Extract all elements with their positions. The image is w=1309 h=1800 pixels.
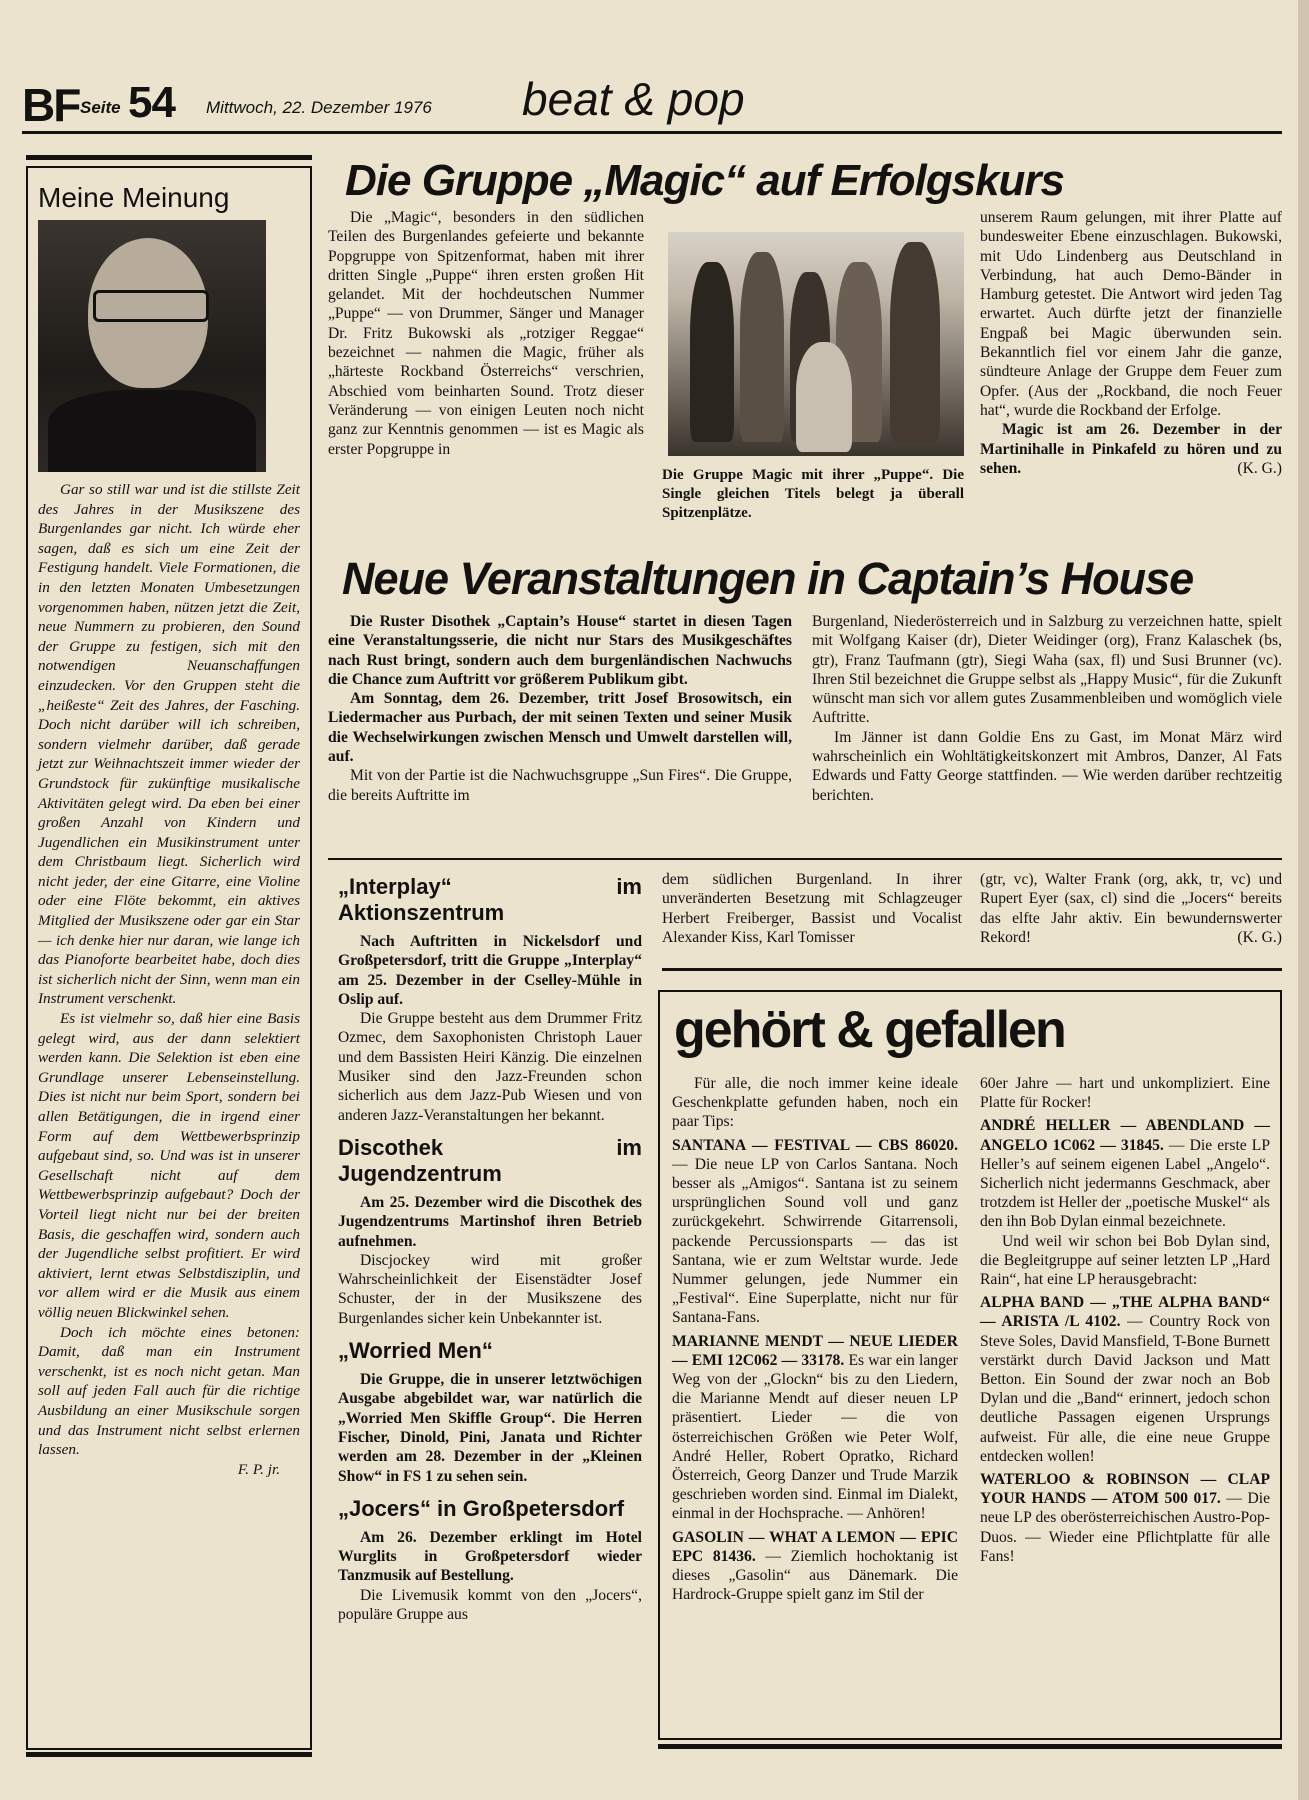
review-headline: gehört & gefallen xyxy=(674,1001,1065,1059)
review-text: Es war ein langer Weg von der „Glockn“ bis zu den Liedern, die Marianne Mendt auf dieser neuen LP präsentiert. Lieder — die von österreichischen Größen wie Peter Wolf, André Heller, Robert Opratko, Richard Österreich, Georg Danzer und Trude Marzik geschrieben worden sind. Einmal im Dialekt, einmal in der Hochsprache. — Anhören! xyxy=(672,1351,958,1523)
page-number: 54 xyxy=(128,78,175,127)
review-intro: Für alle, die noch immer keine ideale Geschenkplatte gefunden haben, noch ein paar Tips: xyxy=(672,1075,958,1131)
opinion-paragraph: Es ist vielmehr so, daß hier eine Basis gelegt wird, aus der dann selektiert werden kann. Die Selektion ist eben eine Grundlage unserer Lebenseinstellung. Dies ist nicht nur beim Sport, sondern bei allen Betätigungen, die in irgend einer Form auf dem Wettbewerbsprinzip aufgebaut sind, so. Und was ist in unserer Gesellschaft nicht auf dem Wettbewerbsprinzip aufgebaut? Doch der Vorteil liegt nicht nur bei der breiten Basis, die geschaffen wird, sondern auch der Jugendliche selbst profitiert. Er wird aktiviert, lernt etwas Selbstdisziplin, und vor allem wird er die Musik aus einem völlig neuen Blickwinkel sehen. xyxy=(38,1010,300,1321)
author-body xyxy=(48,390,256,472)
review-item: ANDRÉ HELLER — ABENDLAND — ANGELO 1C062 — 31845. — Die erste LP Heller’s auf seinem eigenen Label „Angelo“. Sicherlich nicht jedermanns Geschmack, aber trotzdem ist Heller der „poetische Muskel“ als den ihn Bob Dylan einmal bezeichnete. xyxy=(980,1117,1270,1231)
discothek-headline: Discothek im Jugendzentrum xyxy=(338,1134,642,1186)
magic-col3 xyxy=(980,208,1282,478)
review-col1 xyxy=(672,1074,958,1604)
magic-col1 xyxy=(328,208,644,459)
review-text: Und weil wir schon bei Bob Dylan sind, die Begleitgruppe auf seiner letzten LP „Hard Rain“, hat eine LP herausgebracht: xyxy=(980,1232,1270,1289)
magic-headline: Die Gruppe „Magic“ auf Erfolgskurs xyxy=(345,156,1065,205)
interplay-headline: „Interplay“ im Aktionszentrum xyxy=(338,874,642,925)
captain-lead: Die Ruster Disothek „Captain’s House“ startet in diesen Tagen eine Veranstaltungsserie, die nicht nur Stars des Musikgeschäftes nach Rust bringt, sondern auch dem burgenländischen Nachwuchs die Chance zum Auftritt vor größerem Publikum gibt. xyxy=(328,613,792,688)
review-item xyxy=(980,1232,1270,1290)
review-item xyxy=(672,1332,958,1524)
page-edge xyxy=(1298,0,1309,1800)
opinion-paragraph: Doch ich möchte eines betonen: Damit, daß man ein Instrument verschenkt, ist es noch nicht getan. Man soll auf jeden Fall auch für die richtige Ausbildung an einer Musikschule sorgen und das Instrument nicht selbst erlernen lassen. xyxy=(38,1323,300,1459)
masthead xyxy=(22,70,1282,130)
review-item: SANTANA — FESTIVAL — CBS 86020. — Die neue LP von Carlos Santana. Noch besser als „Amigos“. Santana ist zu seinem ursprünglichen Sound voll und ganz zurückgekehrt. Schwirrende Gitarrensoli, packende Percussionsparts — das ist Santana, wie er zum Weltstar wurde. Jede Nummer gelungen, jede Nummer ein „Festival“. Eine Superplatte, nicht nur für Santana-Fans. xyxy=(672,1136,958,1327)
opinion-paragraph: Gar so still war und ist die stillste Zeit des Jahres in der Musikszene des Burgenlandes gar nicht. Ich würde eher sagen, daß es sich um eine Zeit der Festigung handelt. Viele Formationen, die in den letzten Monaten Umbesetzungen vorgenommen haben, nützen jetzt die Zeit, neue Nummern zu probieren, den Sound der Gruppe zu festigen, sich mit den notwendigen Neuanschaffungen einzudecken. Vor den Gruppen steht die „heißeste“ Zeit des Jahres, der Fasching. Doch nicht darüber will ich schreiben, sondern vielmehr darüber, daß gerade jetzt zur Weihnachtszeit immer wieder der Grundstock für zukünftige musikalische Aktivitäten gelegt wird. Da eben bei einer großen Anzahl von Kindern und Jugendlichen ein Musikinstrument unter dem Christbaum liegt. Sicherlich wird nicht jeder, der eine Gitarre, eine Violine oder eine Flöte bekommt, ein aktives Mitglied der Musikszene oder gar ein Star — ich denke hier nur daran, wie lange ich das Pianoforte bearbeitet habe, doch dies ist sicherlich nicht der Sinn, wenn man ein Instrument verschenkt. xyxy=(38,481,300,1008)
jocers-cont-text: (gtr, vc), Walter Frank (org, akk, tr, vc) und Rupert Eyer (sax, cl) sind die „Jocers“ bereits das elfte Jahr aktiv. Ein bewundernswerter Rekord! xyxy=(980,871,1282,946)
captain-p3: Mit von der Partie ist die Nachwuchsgruppe „Sun Fires“. Die Gruppe, die bereits Auftritte im xyxy=(328,767,792,804)
review-text: Die erste LP Heller’s auf seinem eigenen Label „Angelo“. Sicherlich nicht jedermanns Geschmack, aber trotzdem ist Heller der „poetische Muskel“ als den ihn Bob Dylan einmal bezeichnete. xyxy=(980,1136,1270,1231)
review-item: ALPHA BAND — „THE ALPHA BAND“ — ARISTA /L 4102. — Country Rock von Steve Soles, David Mansfield, T-Bone Burnett verstärkt durch David Jackson und Matt Betton. Ein Sound der zwar noch an Bob Dylan und die „Band“ erinnert, jedoch schon deutliche Passagen eigenen Ursprungs aufweist. Für alle, die eine neue Gruppe entdecken wollen! xyxy=(980,1294,1271,1465)
review-text: Die neue LP von Carlos Santana. Noch besser als „Amigos“. Santana ist zu seinem ursprünglichen Sound voll und ganz zurückgekehrt. Schwirrende Gitarrensoli, packende Percussionsparts — das ist Santana, wie er zum Weltstar wurde. Jede Nummer gelungen, jede Nummer ein „Festival“. Eine Superplatte, nicht nur für Santana-Fans. xyxy=(672,1155,958,1327)
review-text: Die neue LP des oberösterreichischen Austro-Pop-Duos. — Wieder eine Pflichtplatte für alle Fans! xyxy=(980,1490,1271,1565)
magic-text: Die „Magic“, besonders in den südlichen Teilen des Burgenlandes gefeierte und bekannte Popgruppe von Spitzenformat, haben mit ihrer dritten Single „Puppe“ ihren ersten großen Hit gelandet. Mit der hochdeutschen Nummer „Puppe“ — von Drummer, Sänger und Manager Dr. Fritz Bukowski als „rotziger Reggae“ bezeichnet — nahmen die Magic, früher als „härteste Rockband Österreichs“ verschrien, Abschied vom beinharten Sound. Trotz dieser Veränderung — von einigen Leuten noch nicht ganz zur Kenntnis genommen — ist es Magic als erster Popgruppe in xyxy=(328,209,644,458)
review-text: Country Rock von Steve Soles, David Mansfield, T-Bone Burnett verstärkt durch David Jackson und Matt Betton. Ein Sound der zwar noch an Bob Dylan und die „Band“ erinnert, jedoch schon deutliche Passagen eigenen Ursprungs aufweist. Für alle, die eine neue Gruppe entdecken wollen! xyxy=(980,1313,1271,1465)
magic-band-photo xyxy=(668,232,964,456)
review-title: ALPHA BAND — „THE ALPHA BAND“ — ARISTA /L 4102. xyxy=(980,1294,1270,1331)
opinion-signature: F. P. jr. xyxy=(237,1460,280,1478)
captain-text: Im Jänner ist dann Goldie Ens zu Gast, im Monat März wird wahrscheinlich ein Wohltätigkeitskonzert mit Ambros, Danzer, Al Fats Edwards und Fatty George stattfinden. — Wie werden darüber rechtzeitig berichten. xyxy=(812,728,1282,804)
magic-caption: Die Gruppe Magic mit ihrer „Puppe“. Die Single gleichen Titels belegt ja überall Spitzenplätze. xyxy=(662,467,964,521)
review-text: 60er Jahre — hart und unkompliziert. Eine Platte für Rocker! xyxy=(980,1075,1270,1112)
magic-text: unserem Raum gelungen, mit ihrer Platte auf bundesweiter Ebene einzuschlagen. Bukowski, mit Udo Lindenberg aus Deutschland in Verbindung, hat auch Demo-Bänder in Hamburg getestet. Die Antwort wird jeden Tag erwartet. Auch dürfte jetzt der finanzielle Engpaß bei Magic überwunden sein. Bekanntlich fiel vor einem Jahr die ganze, sündteure Anlage der Gruppe dem Feuer zum Opfer. (Aus der „Rockband, die noch Feuer hat“, wurde die Rockband der Erfolge. xyxy=(980,209,1282,419)
author-photo xyxy=(38,220,266,472)
review-item: GASOLIN — WHAT A LEMON — EPIC EPC 81436. — Ziemlich hochoktanig ist dieses „Gasolin“ aus Dänemark. Die Hardrock-Gruppe spielt ganz im Stil der xyxy=(672,1528,959,1604)
magic-event: Magic ist am 26. Dezember in der Martinihalle in Pinkafeld zu hören und zu sehen. xyxy=(980,421,1282,477)
jocers-cont-signature: (K. G.) xyxy=(1237,929,1282,947)
review-title: GASOLIN — WHAT A LEMON — EPIC EPC 81436. xyxy=(672,1528,958,1565)
discothek-body: Discjockey wird mit großer Wahrscheinlichkeit der Eisenstädter Josef Schuster, der in der Musikszene des Burgenlandes sicher kein Unbekannter ist. xyxy=(338,1251,642,1327)
jocers-cont-text: dem südlichen Burgenland. In ihrer unveränderten Besetzung mit Schlagzeuger Herbert Freiberger, Bassist und Vocalist Alexander Kiss, Karl Tomisser xyxy=(662,871,962,946)
review-box xyxy=(658,990,1282,1740)
opinion-top-rule xyxy=(26,155,312,160)
author-glasses xyxy=(93,290,209,322)
jocers-cont-col2 xyxy=(662,870,962,947)
opinion-box xyxy=(26,166,312,1750)
band-member xyxy=(740,252,784,442)
review-title: WATERLOO & ROBINSON — CLAP YOUR HANDS — ATOM 500 017. xyxy=(980,1471,1270,1508)
review-text: Ziemlich hochoktanig ist dieses „Gasolin“ aus Dänemark. Die Hardrock-Gruppe spielt ganz im Stil der xyxy=(672,1547,959,1604)
interplay-body: Die Gruppe besteht aus dem Drummer Fritz Ozmec, dem Saxophonisten Christoph Lauer und dem Bassisten Heiri Känzig. Die einzelnen Musiker sind den Jazz-Freunden schon sicherlich aus dem Jazz-Pub Wiesen und von anderen Jazz-Veranstaltungen her bekannt. xyxy=(338,1010,642,1124)
band-member xyxy=(796,342,852,452)
band-member xyxy=(690,262,734,442)
worried-headline: „Worried Men“ xyxy=(338,1338,493,1364)
review-bottom-rule xyxy=(658,1744,1282,1749)
captain-text: Burgenland, Niederösterreich und in Salzburg zu verzeichnen hatte, spielt mit Wolfgang Kaiser (dr), Dieter Weidinger (org), Franz Kalaschek (bs, gtr), Franz Taufmann (gtr), Siegi Waha (sax, fl) und Susi Brunner (vc). Ihren Stil bezeichnet die Gruppe selbst als „Happy Music“, für die Zukunft wünscht man sich vor allem gutes Zusammenbleiben und womöglich viele Auftritte. xyxy=(812,613,1282,727)
jocers-body: Die Livemusik kommt von den „Jocers“, populäre Gruppe aus xyxy=(338,1586,642,1624)
jocers-headline: „Jocers“ in Großpetersdorf xyxy=(338,1495,625,1521)
interplay-article xyxy=(338,870,642,1624)
jocers-cont-col3 xyxy=(980,870,1282,947)
opinion-bottom-rule xyxy=(26,1752,312,1757)
opinion-title: Meine Meinung xyxy=(38,182,230,213)
review-col2 xyxy=(980,1074,1270,1566)
issue-date: Mittwoch, 22. Dezember 1976 xyxy=(206,98,432,117)
review-title: ANDRÉ HELLER — ABENDLAND — ANGELO 1C062 — 31845. xyxy=(980,1117,1270,1154)
page-label: Seite xyxy=(80,98,121,117)
magic-signature: (K. G.) xyxy=(1237,460,1282,478)
opinion-text xyxy=(38,480,300,1479)
jocers-lead: Am 26. Dezember erklingt im Hotel Wurglits in Großpetersdorf wieder Tanzmusik auf Bestellung. xyxy=(338,1528,642,1585)
captain-right xyxy=(812,612,1282,805)
paper-logo: BF xyxy=(22,79,80,131)
review-item: WATERLOO & ROBINSON — CLAP YOUR HANDS — ATOM 500 017. — Die neue LP des oberösterreichischen Austro-Pop-Duos. — Wieder eine Pflichtplatte für alle Fans! xyxy=(980,1471,1271,1565)
captain-left xyxy=(328,612,792,805)
band-member xyxy=(890,242,940,442)
captain-bottom-rule xyxy=(328,858,1282,860)
review-title: SANTANA — FESTIVAL — CBS 86020. xyxy=(672,1136,958,1154)
interplay-lead: Nach Auftritten in Nickelsdorf und Großpetersdorf, tritt die Gruppe „Interplay“ am 25. Dezember in der Cselley-Mühle in Oslip auf. xyxy=(338,933,642,1008)
captain-headline: Neue Veranstaltungen in Captain’s House xyxy=(342,553,1194,604)
discothek-lead: Am 25. Dezember wird die Discothek des Jugendzentrums Martinshof ihren Betrieb aufnehmen. xyxy=(338,1193,642,1250)
worried-lead: Die Gruppe, die in unserer letztwöchigen Ausgabe abgebildet war, war natürlich die „Worried Men Skiffle Group“. Die Herren Fischer, Dinold, Pini, Janata und Richter werden am 28. Dezember in der „Kleinen Show“ in FS 1 zu sehen sein. xyxy=(338,1371,642,1485)
jocers-cont-rule xyxy=(662,968,1282,971)
captain-p2: Am Sonntag, dem 26. Dezember, tritt Josef Brosowitsch, ein Liedermacher aus Purbach, der mit seinen Texten und seiner Musik die Wechselwirkungen zwischen Mensch und Umwelt darstellen will, auf. xyxy=(328,690,792,766)
masthead-rule xyxy=(22,131,1282,134)
review-title: MARIANNE MENDT — NEUE LIEDER — EMI 12C062 — 33178. xyxy=(672,1332,958,1369)
section-title: beat & pop xyxy=(522,73,745,125)
